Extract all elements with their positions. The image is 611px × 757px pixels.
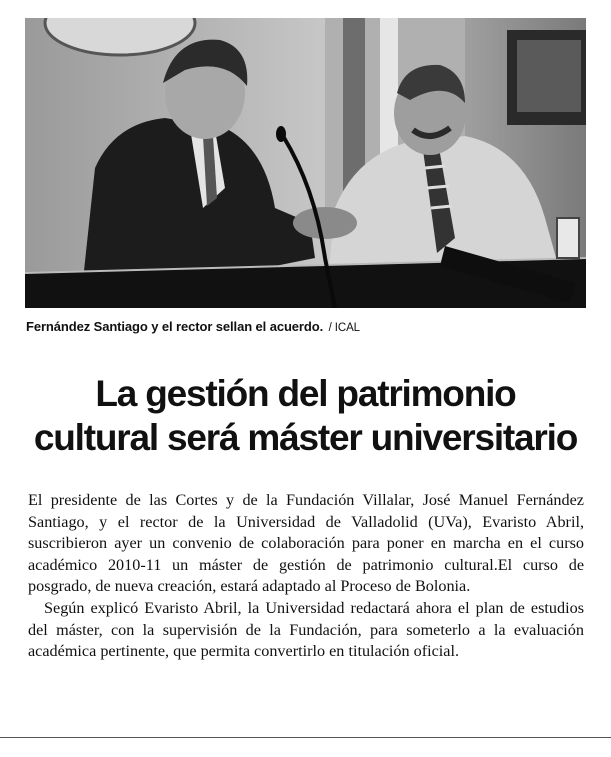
news-photo [25,18,586,308]
bottom-divider [0,737,611,738]
caption-text: Fernández Santiago y el rector sellan el acuerdo. [26,319,324,334]
headline-line-1: La gestión del patrimonio [95,373,516,414]
paragraph-2: Según explicó Evaristo Abril, la Universidad redactará ahora el plan de estudios del máster, con la supervisión de la Fundación, para someterlo a la evaluación académica pertinente, que permita convertirlo en titulación oficial. [28,598,584,661]
photo-caption [26,319,586,334]
handshake-photo-icon [25,18,586,308]
photo-credit: / ICAL [328,322,360,334]
article-body [28,490,584,663]
paragraph-1: El presidente de las Cortes y de la Fundación Villalar, José Manuel Fernández Santiago, y el rector de la Universidad de Valladolid (UVa), Evaristo Abril, suscribieron ayer un convenio de colaboración para poner en marcha en el curso académico 2010-11 un máster de gestión de patrimonio cultural.El curso de posgrado, de nueva creación, estará adaptado al Proceso de Bolonia. [28,491,584,596]
headline [0,372,611,460]
headline-line-2: cultural será máster universitario [33,417,578,458]
